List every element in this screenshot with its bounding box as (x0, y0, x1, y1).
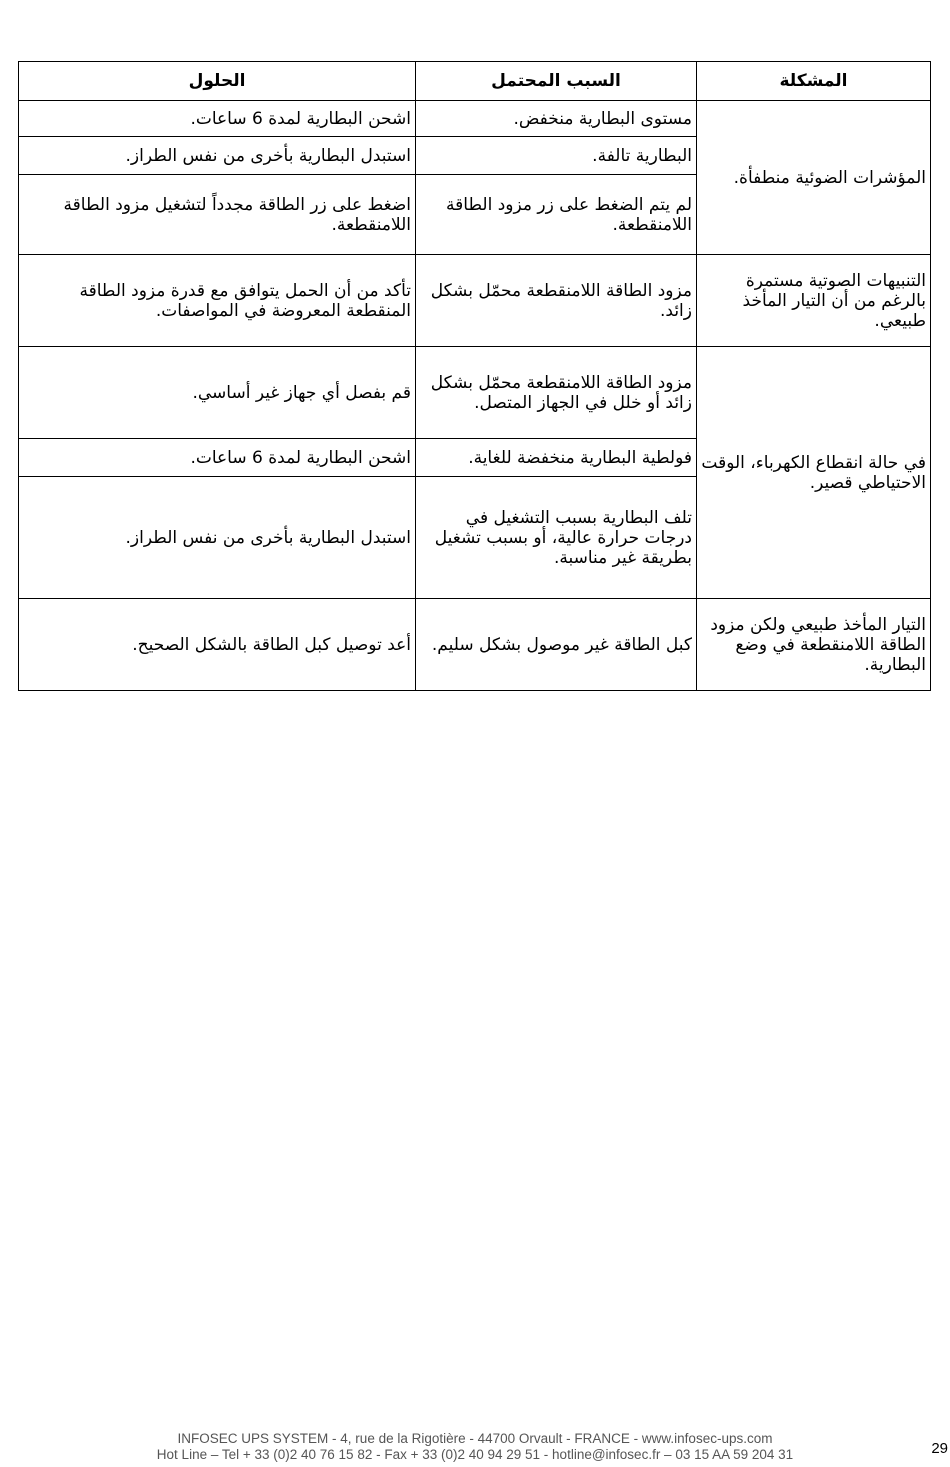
cause-cell: مزود الطاقة اللامنقطعة محمّل بشكل زائد أو خلل في الجهاز المتصل. (416, 347, 697, 439)
table-row (19, 101, 931, 137)
page-number: 29 (931, 1440, 948, 1457)
solution-cell: استبدل البطارية بأخرى من نفس الطراز. (19, 477, 416, 599)
table-header-row (19, 62, 931, 101)
page-footer (0, 1431, 950, 1463)
problem-cell: التنبيهات الصوتية مستمرة بالرغم من أن التيار المأخذ طبيعي. (697, 255, 931, 347)
header-solution: الحلول (19, 62, 416, 101)
solution-cell: استبدل البطارية بأخرى من نفس الطراز. (19, 137, 416, 175)
troubleshooting-table (18, 61, 931, 691)
solution-cell: أعد توصيل كبل الطاقة بالشكل الصحيح. (19, 599, 416, 691)
problem-cell: في حالة انقطاع الكهرباء، الوقت الاحتياطي قصير. (697, 347, 931, 599)
solution-cell: قم بفصل أي جهاز غير أساسي. (19, 347, 416, 439)
cause-cell: لم يتم الضغط على زر مزود الطاقة اللامنقطعة. (416, 175, 697, 255)
cause-cell: مزود الطاقة اللامنقطعة محمّل بشكل زائد. (416, 255, 697, 347)
solution-cell: اشحن البطارية لمدة 6 ساعات. (19, 101, 416, 137)
table-row (19, 599, 931, 691)
header-cause: السبب المحتمل (416, 62, 697, 101)
problem-cell: المؤشرات الضوئية منطفأة. (697, 101, 931, 255)
solution-cell: تأكد من أن الحمل يتوافق مع قدرة مزود الطاقة المنقطعة المعروضة في المواصفات. (19, 255, 416, 347)
cause-cell: البطارية تالفة. (416, 137, 697, 175)
footer-hotline: Hot Line – Tel + 33 (0)2 40 76 15 82 - Fax + 33 (0)2 40 94 29 51 - hotline@infosec.fr – 03 15 AA 59 204 31 (156, 1447, 794, 1462)
table-row (19, 347, 931, 439)
footer-address: INFOSEC UPS SYSTEM - 4, rue de la Rigotière - 44700 Orvault - FRANCE - www.infosec-ups.com (177, 1431, 773, 1446)
cause-cell: تلف البطارية بسبب التشغيل في درجات حرارة عالية، أو بسبب تشغيل بطريقة غير مناسبة. (416, 477, 697, 599)
header-problem: المشكلة (697, 62, 931, 101)
cause-cell: كبل الطاقة غير موصول بشكل سليم. (416, 599, 697, 691)
solution-cell: اضغط على زر الطاقة مجدداً لتشغيل مزود الطاقة اللامنقطعة. (19, 175, 416, 255)
cause-cell: فولطية البطارية منخفضة للغاية. (416, 439, 697, 477)
cause-cell: مستوى البطارية منخفض. (416, 101, 697, 137)
problem-cell: التيار المأخذ طبيعي ولكن مزود الطاقة اللامنقطعة في وضع البطارية. (697, 599, 931, 691)
solution-cell: اشحن البطارية لمدة 6 ساعات. (19, 439, 416, 477)
table-row (19, 255, 931, 347)
